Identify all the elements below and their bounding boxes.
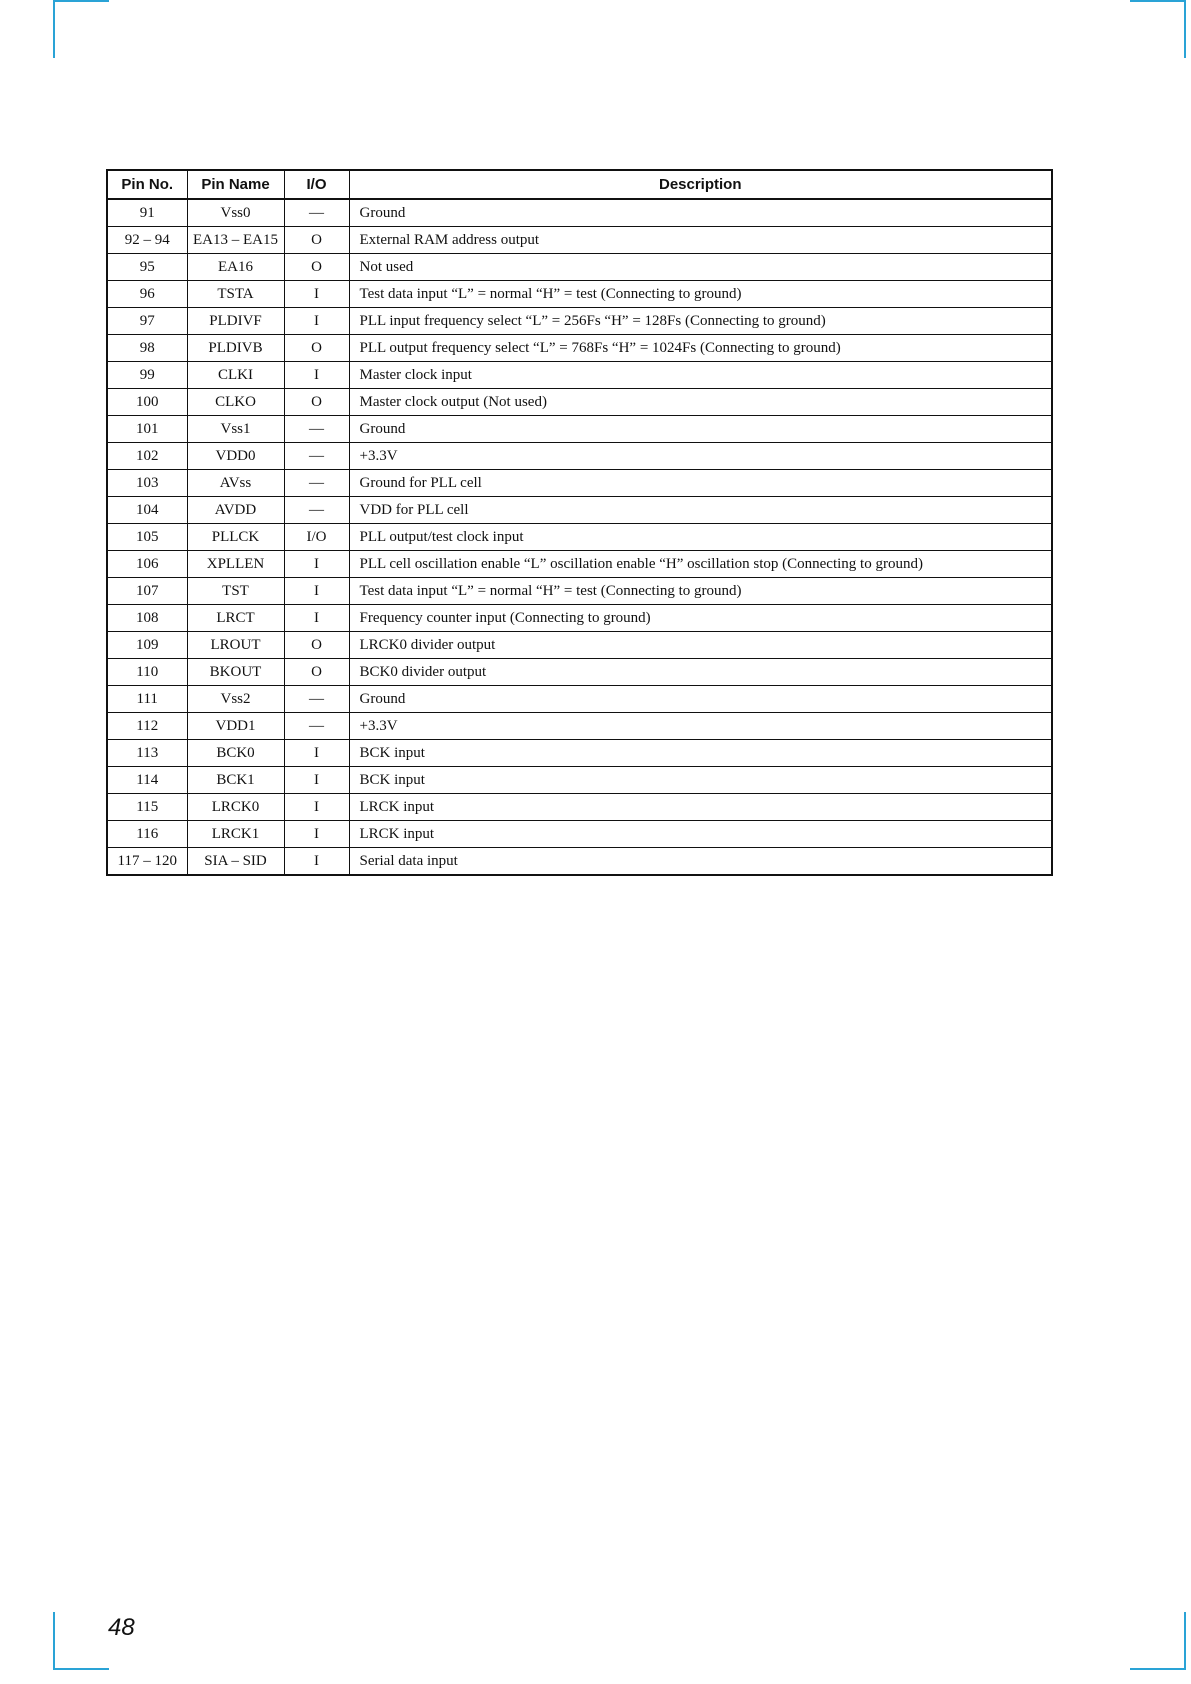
- cell-description: PLL output frequency select “L” = 768Fs “H” = 1024Fs (Connecting to ground): [349, 335, 1052, 362]
- cell-pin-no: 114: [107, 767, 187, 794]
- cell-io: O: [284, 227, 349, 254]
- cell-pin-name: LRCT: [187, 605, 284, 632]
- cell-pin-no: 98: [107, 335, 187, 362]
- table-row: [107, 794, 1052, 821]
- header-pin-no: Pin No.: [107, 170, 187, 199]
- table-row: [107, 821, 1052, 848]
- cell-pin-no: 99: [107, 362, 187, 389]
- crop-mark-top-left: [53, 0, 109, 58]
- cell-description: VDD for PLL cell: [349, 497, 1052, 524]
- cell-pin-name: PLDIVB: [187, 335, 284, 362]
- cell-description: PLL input frequency select “L” = 256Fs “H” = 128Fs (Connecting to ground): [349, 308, 1052, 335]
- cell-pin-name: TSTA: [187, 281, 284, 308]
- table-row: [107, 524, 1052, 551]
- cell-pin-name: CLKO: [187, 389, 284, 416]
- cell-pin-no: 95: [107, 254, 187, 281]
- table-row: [107, 740, 1052, 767]
- cell-pin-name: LRCK1: [187, 821, 284, 848]
- cell-pin-no: 96: [107, 281, 187, 308]
- cell-pin-name: Vss0: [187, 199, 284, 227]
- table-row: [107, 848, 1052, 876]
- cell-io: O: [284, 335, 349, 362]
- table-header-row: [107, 170, 1052, 199]
- cell-pin-no: 91: [107, 199, 187, 227]
- cell-io: I: [284, 848, 349, 876]
- cell-io: —: [284, 199, 349, 227]
- table-row: [107, 199, 1052, 227]
- cell-io: —: [284, 497, 349, 524]
- table-row: [107, 551, 1052, 578]
- table-row: [107, 308, 1052, 335]
- cell-pin-name: VDD1: [187, 713, 284, 740]
- cell-io: —: [284, 713, 349, 740]
- table-row: [107, 686, 1052, 713]
- cell-description: LRCK input: [349, 821, 1052, 848]
- cell-description: +3.3V: [349, 443, 1052, 470]
- cell-pin-no: 109: [107, 632, 187, 659]
- cell-pin-name: EA13 – EA15: [187, 227, 284, 254]
- cell-io: O: [284, 632, 349, 659]
- cell-description: PLL cell oscillation enable “L” oscillation enable “H” oscillation stop (Connecting to ground): [349, 551, 1052, 578]
- cell-pin-no: 106: [107, 551, 187, 578]
- crop-mark-bottom-right: [1130, 1612, 1186, 1670]
- cell-pin-no: 92 – 94: [107, 227, 187, 254]
- table-row: [107, 416, 1052, 443]
- cell-description: +3.3V: [349, 713, 1052, 740]
- cell-pin-name: BKOUT: [187, 659, 284, 686]
- crop-mark-bottom-left: [53, 1612, 109, 1670]
- cell-pin-no: 112: [107, 713, 187, 740]
- cell-pin-name: TST: [187, 578, 284, 605]
- crop-mark-top-right: [1130, 0, 1186, 58]
- cell-io: O: [284, 659, 349, 686]
- cell-pin-no: 103: [107, 470, 187, 497]
- table-row: [107, 362, 1052, 389]
- cell-io: I: [284, 740, 349, 767]
- header-pin-name: Pin Name: [187, 170, 284, 199]
- cell-io: I: [284, 308, 349, 335]
- table-row: [107, 335, 1052, 362]
- cell-io: I: [284, 551, 349, 578]
- cell-description: Ground for PLL cell: [349, 470, 1052, 497]
- table-row: [107, 254, 1052, 281]
- cell-io: I: [284, 794, 349, 821]
- cell-io: I/O: [284, 524, 349, 551]
- cell-pin-no: 107: [107, 578, 187, 605]
- cell-pin-name: CLKI: [187, 362, 284, 389]
- table-row: [107, 227, 1052, 254]
- page-number: 48: [108, 1614, 135, 1641]
- cell-pin-no: 116: [107, 821, 187, 848]
- table-row: [107, 578, 1052, 605]
- header-description: Description: [349, 170, 1052, 199]
- cell-description: Master clock input: [349, 362, 1052, 389]
- cell-description: Frequency counter input (Connecting to ground): [349, 605, 1052, 632]
- cell-description: Serial data input: [349, 848, 1052, 876]
- table-row: [107, 605, 1052, 632]
- cell-description: External RAM address output: [349, 227, 1052, 254]
- cell-description: Test data input “L” = normal “H” = test (Connecting to ground): [349, 281, 1052, 308]
- cell-io: I: [284, 578, 349, 605]
- cell-pin-no: 105: [107, 524, 187, 551]
- cell-io: I: [284, 767, 349, 794]
- cell-io: I: [284, 605, 349, 632]
- cell-io: —: [284, 686, 349, 713]
- cell-description: BCK0 divider output: [349, 659, 1052, 686]
- cell-description: BCK input: [349, 740, 1052, 767]
- cell-pin-no: 115: [107, 794, 187, 821]
- cell-pin-no: 97: [107, 308, 187, 335]
- table-row: [107, 281, 1052, 308]
- pin-description-table: [106, 169, 1053, 876]
- cell-io: I: [284, 281, 349, 308]
- cell-pin-name: LRCK0: [187, 794, 284, 821]
- cell-io: I: [284, 362, 349, 389]
- cell-pin-name: SIA – SID: [187, 848, 284, 876]
- cell-description: PLL output/test clock input: [349, 524, 1052, 551]
- cell-description: Ground: [349, 199, 1052, 227]
- cell-description: Ground: [349, 416, 1052, 443]
- header-io: I/O: [284, 170, 349, 199]
- cell-pin-name: Vss2: [187, 686, 284, 713]
- cell-pin-name: XPLLEN: [187, 551, 284, 578]
- cell-pin-no: 102: [107, 443, 187, 470]
- cell-description: BCK input: [349, 767, 1052, 794]
- cell-io: —: [284, 470, 349, 497]
- cell-pin-name: PLDIVF: [187, 308, 284, 335]
- cell-description: Test data input “L” = normal “H” = test (Connecting to ground): [349, 578, 1052, 605]
- cell-pin-no: 100: [107, 389, 187, 416]
- cell-pin-no: 110: [107, 659, 187, 686]
- cell-io: —: [284, 443, 349, 470]
- table-row: [107, 389, 1052, 416]
- cell-description: LRCK0 divider output: [349, 632, 1052, 659]
- cell-io: O: [284, 254, 349, 281]
- table-row: [107, 443, 1052, 470]
- cell-io: O: [284, 389, 349, 416]
- cell-pin-name: AVss: [187, 470, 284, 497]
- cell-pin-no: 117 – 120: [107, 848, 187, 876]
- cell-pin-no: 104: [107, 497, 187, 524]
- table-body: [107, 199, 1052, 875]
- table-row: [107, 497, 1052, 524]
- cell-pin-name: Vss1: [187, 416, 284, 443]
- cell-description: Ground: [349, 686, 1052, 713]
- cell-pin-name: VDD0: [187, 443, 284, 470]
- cell-pin-no: 101: [107, 416, 187, 443]
- cell-io: —: [284, 416, 349, 443]
- table-row: [107, 713, 1052, 740]
- cell-pin-name: LROUT: [187, 632, 284, 659]
- cell-pin-name: EA16: [187, 254, 284, 281]
- table-row: [107, 659, 1052, 686]
- table-row: [107, 470, 1052, 497]
- cell-pin-name: BCK1: [187, 767, 284, 794]
- cell-pin-no: 113: [107, 740, 187, 767]
- table-row: [107, 632, 1052, 659]
- cell-description: Master clock output (Not used): [349, 389, 1052, 416]
- cell-description: LRCK input: [349, 794, 1052, 821]
- cell-pin-name: AVDD: [187, 497, 284, 524]
- cell-pin-no: 108: [107, 605, 187, 632]
- cell-io: I: [284, 821, 349, 848]
- cell-description: Not used: [349, 254, 1052, 281]
- cell-pin-name: BCK0: [187, 740, 284, 767]
- table-row: [107, 767, 1052, 794]
- cell-pin-no: 111: [107, 686, 187, 713]
- cell-pin-name: PLLCK: [187, 524, 284, 551]
